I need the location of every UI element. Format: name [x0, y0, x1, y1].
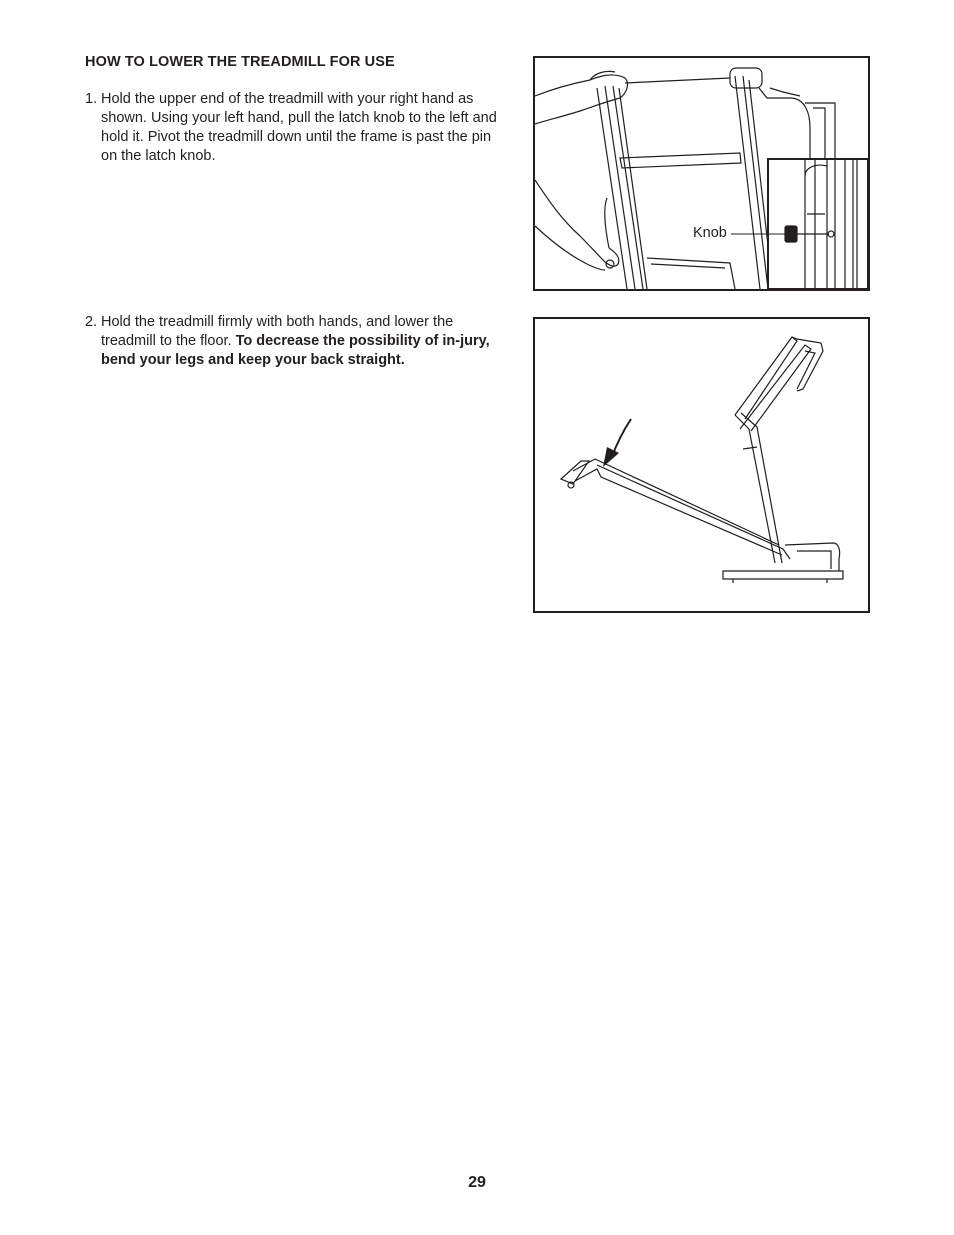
page-number: 29 — [468, 1174, 486, 1191]
instruction-step-2 — [85, 313, 503, 370]
figure-treadmill-folded — [533, 56, 870, 291]
instruction-step-1 — [85, 90, 503, 166]
figure-treadmill-lowering — [533, 317, 870, 613]
treadmill-folded-illustration — [535, 58, 868, 289]
treadmill-lowering-illustration — [535, 319, 868, 611]
step-text-wrapper — [85, 313, 503, 370]
safety-warning: To decrease the possibility of in-jury, bend your legs and keep your back straight. — [101, 333, 490, 368]
knob-detail-inset — [768, 159, 868, 289]
section-heading: HOW TO LOWER THE TREADMILL FOR USE — [85, 54, 395, 70]
step-text: Hold the upper end of the treadmill with your right hand as shown. Using your left hand, pull the latch knob to the left and hold it. Pivot the treadmill down until the frame is past the pin on the latch knob. — [101, 91, 497, 164]
step-text: Hold the treadmill firmly with both hands, and lower the treadmill to the floor. — [101, 314, 454, 349]
step-number: 1. — [85, 91, 98, 107]
step-number: 2. — [85, 314, 98, 330]
knob-callout-label: Knob — [693, 225, 727, 241]
